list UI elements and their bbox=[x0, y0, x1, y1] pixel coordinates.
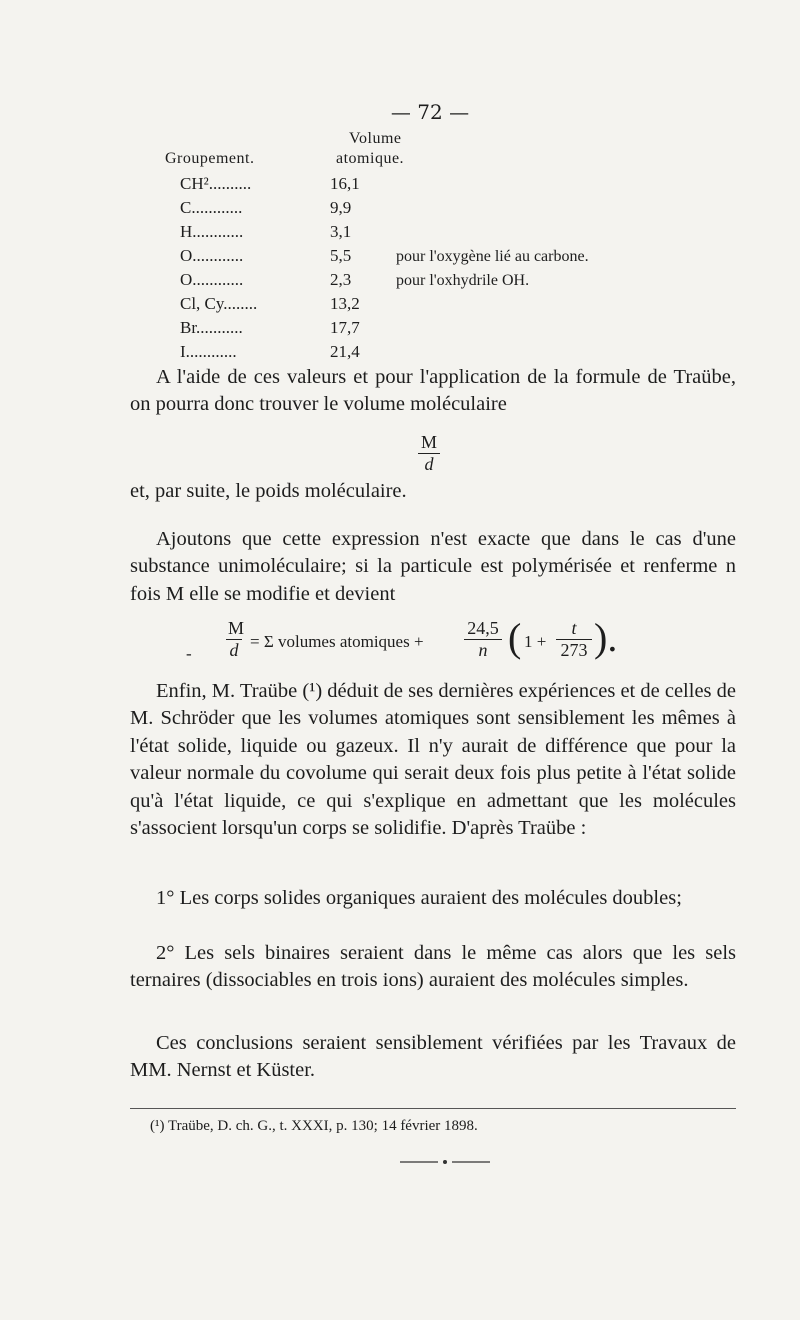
row-group: O............ bbox=[180, 270, 244, 289]
paragraph-poids-moleculaire: et, par suite, le poids moléculaire. bbox=[130, 480, 407, 502]
formula-paren-open: ( bbox=[508, 615, 522, 660]
formula-t-den: 273 bbox=[556, 639, 592, 661]
table-row bbox=[180, 318, 396, 338]
paragraph-corps-solides: 1° Les corps solides organiques auraient des molécules doubles; bbox=[156, 887, 682, 909]
row-value: 17,7 bbox=[330, 318, 360, 337]
row-group: H............ bbox=[180, 222, 244, 241]
table-row bbox=[180, 270, 529, 290]
row-value: 9,9 bbox=[330, 198, 352, 217]
paragraph-traube-experiences: Enfin, M. Traübe (¹) déduit de ses dernières expériences et de celles de M. Schröder que les volumes atomiques sont sensiblement les mêmes à l'état solide, liquide ou gazeux. Il n'y aurait de différence que pour la valeur normale du covolume qui serait deux fois plus petite à l'état solide qu'à l'état liquide, ce qui s'explique en admettant que les molécules s'associent lorsqu'un corps se solidifie. D'après Traübe : bbox=[130, 680, 736, 840]
table-header-atomique: atomique. bbox=[336, 150, 405, 167]
formula-paren-close: ). bbox=[594, 615, 618, 660]
row-value: 2,3 bbox=[330, 270, 352, 289]
table-row bbox=[180, 342, 396, 362]
row-group: I............ bbox=[180, 342, 237, 361]
table-row bbox=[180, 222, 396, 242]
paragraph-conclusions: Ces conclusions seraient sensiblement vérifiées par les Travaux de MM. Nernst et Küster. bbox=[130, 1032, 736, 1082]
formula-t-num: t bbox=[571, 618, 577, 638]
formula-const-num: 24,5 bbox=[467, 618, 499, 638]
table-row bbox=[180, 198, 396, 218]
table-row bbox=[180, 246, 589, 266]
row-group: O............ bbox=[180, 246, 244, 265]
paragraph-polymerisee: Ajoutons que cette expression n'est exacte que dans le cas d'une substance unimoléculaire; si la particule est polymérisée et renferme n fois M elle se modifie et devient bbox=[130, 528, 736, 605]
formula-middle: = Σ volumes atomiques + bbox=[250, 632, 424, 651]
formula-one-plus: 1 + bbox=[524, 632, 547, 651]
formula-const-den: n bbox=[464, 639, 502, 661]
formula-lhs-den: d bbox=[226, 639, 242, 661]
formula-constant-fraction bbox=[464, 618, 502, 661]
table-header-volume: Volume bbox=[349, 130, 402, 147]
fraction-m-over-d bbox=[418, 432, 440, 475]
row-note: pour l'oxygène lié au carbone. bbox=[396, 248, 589, 265]
fraction-numerator: M bbox=[420, 432, 437, 452]
paragraph-sels-binaires: 2° Les sels binaires seraient dans le même cas alors que les sels ternaires (dissociables en trois ions) auraient des molécules simples. bbox=[130, 942, 736, 992]
row-note: pour l'oxhydrile OH. bbox=[396, 272, 530, 289]
row-group: Br........... bbox=[180, 318, 243, 337]
page-number: — 72 — bbox=[390, 100, 470, 124]
formula-lhs-fraction bbox=[226, 618, 245, 661]
footnote-divider bbox=[130, 1108, 736, 1109]
fraction-denominator: d bbox=[418, 453, 440, 475]
formula-temperature-fraction bbox=[556, 618, 592, 661]
end-ornament bbox=[400, 1160, 490, 1164]
formula-lhs-num: M bbox=[228, 618, 245, 638]
row-value: 3,1 bbox=[330, 222, 352, 241]
row-group: Cl, Cy........ bbox=[180, 294, 258, 313]
row-value: 13,2 bbox=[330, 294, 360, 313]
paragraph-traube-formula: A l'aide de ces valeurs et pour l'application de la formule de Traübe, on pourra donc trouver le volume moléculaire bbox=[130, 366, 736, 416]
formula-tick: - bbox=[186, 644, 192, 663]
footnote: (¹) Traübe, D. ch. G., t. XXXI, p. 130; 14 février 1898. bbox=[150, 1118, 478, 1134]
table-row bbox=[180, 174, 396, 194]
row-group: CH².......... bbox=[180, 174, 252, 193]
table-header-groupement: Groupement. bbox=[165, 150, 255, 167]
row-value: 21,4 bbox=[330, 342, 360, 361]
row-value: 5,5 bbox=[330, 246, 352, 265]
formula-volume-moleculaire bbox=[186, 615, 746, 678]
row-value: 16,1 bbox=[330, 174, 360, 193]
table-row bbox=[180, 294, 396, 314]
row-group: C............ bbox=[180, 198, 243, 217]
